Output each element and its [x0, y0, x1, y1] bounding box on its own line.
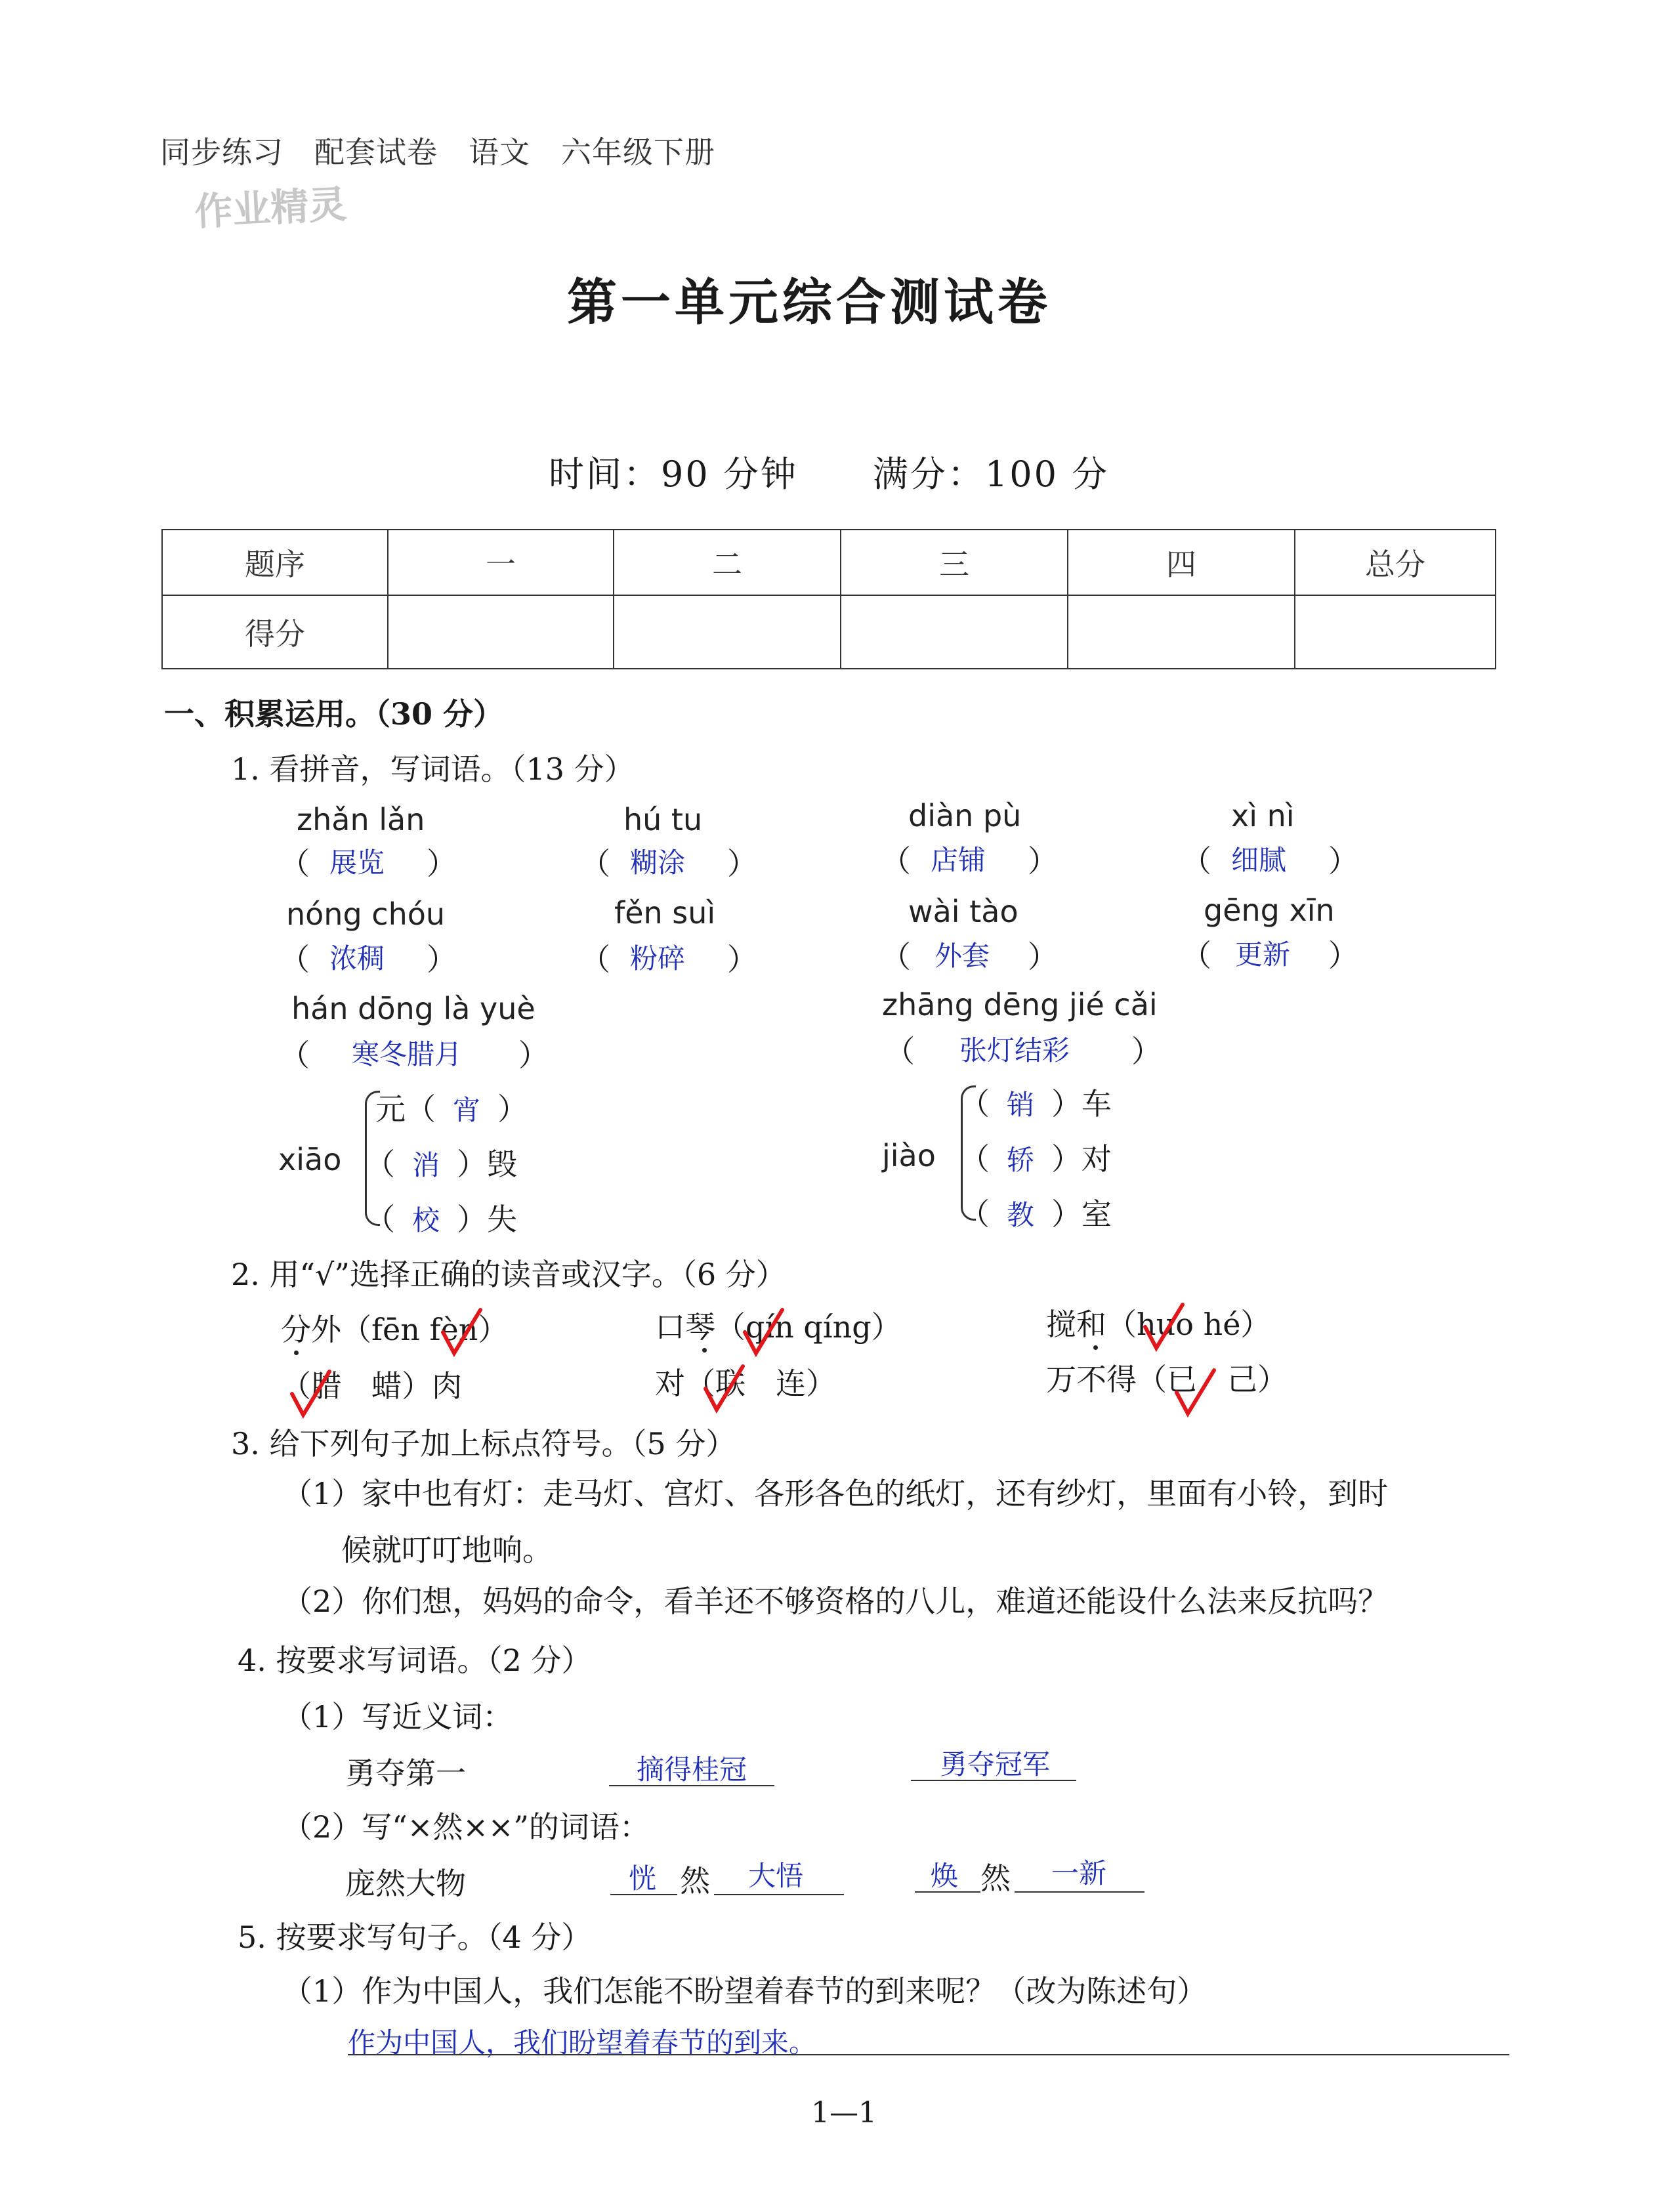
answer-line [348, 2054, 1509, 2055]
score-cell-4: 四 [1068, 530, 1295, 595]
watermark: 作业精灵 [193, 181, 348, 235]
q4-ran-2: 然 [980, 1860, 1011, 1896]
q1-pinyin-1: zhǎn lǎn [297, 802, 425, 837]
q5-title: 5. 按要求写句子。（4 分） [238, 1920, 592, 1955]
q4-answer-3a: 恍 [629, 1862, 657, 1895]
jiao-line-3-pre: （ [959, 1196, 990, 1232]
q2-title: 2. 用“√”选择正确的读音或汉字。（6 分） [231, 1257, 786, 1292]
xiao-answer-2: 消 [412, 1149, 440, 1181]
q1-paren-open-8: （ [1181, 938, 1211, 973]
q1-paren-close-1: ） [427, 846, 457, 881]
q1-answer-7: 外套 [934, 940, 990, 972]
q4-part-1-label: （1）写近义词： [282, 1699, 513, 1734]
score-input-1[interactable] [388, 595, 614, 669]
xiao-line-1 [375, 1085, 528, 1129]
answer-line [1015, 1891, 1144, 1893]
q2-item-4: （腊 蜡）肉 [281, 1368, 462, 1404]
q2-item-2: 口琴（qín qíng） [655, 1309, 902, 1345]
q1-pinyin-6: fěn suì [614, 895, 716, 931]
q1-paren-open-3: （ [881, 843, 911, 879]
q1-paren-close-10: ） [1131, 1034, 1162, 1069]
score-input-4[interactable] [1068, 595, 1295, 669]
xiao-line-2 [365, 1141, 517, 1184]
answer-line [911, 1780, 1076, 1781]
q1-answer-6: 粉碎 [630, 942, 686, 975]
q1-paren-close-8: ） [1328, 938, 1358, 973]
answer-line [915, 1891, 980, 1893]
xiao-line-3-pre: （ [365, 1202, 395, 1237]
checkmark-icon [1173, 1366, 1219, 1419]
q3-sentence-1-line-2: 候就叮叮地响。 [341, 1532, 553, 1568]
answer-line [609, 1785, 774, 1786]
score-table-score-row [162, 595, 1496, 669]
q4-answer-4b: 一新 [1051, 1857, 1107, 1889]
q3-sentence-1-line-1: （1）家中也有灯：走马灯、宫灯、各形各色的纸灯，还有纱灯，里面有小铃，到时 [282, 1476, 1389, 1511]
q1-paren-open-1: （ [280, 846, 310, 881]
checkmark-icon [742, 1306, 788, 1358]
q4-answer-1: 摘得桂冠 [637, 1754, 747, 1786]
xiao-line-2-pre: （ [365, 1146, 395, 1182]
book-header: 同步练习 配套试卷 语文 六年级下册 [160, 135, 715, 170]
jiao-pinyin: jiào [882, 1138, 936, 1173]
q1-answer-8: 更新 [1235, 938, 1291, 971]
q1-paren-open-4: （ [1181, 843, 1211, 879]
q1-pinyin-2: hú tu [623, 802, 703, 837]
jiao-line-2-pre: （ [959, 1141, 990, 1177]
q4-part-1-word: 勇夺第一 [345, 1755, 466, 1791]
xiao-line-1-pre: 元（ [375, 1091, 436, 1127]
score-table-header-row [162, 530, 1496, 595]
q3-title: 3. 给下列句子加上标点符号。（5 分） [231, 1426, 736, 1461]
score-input-2[interactable] [614, 595, 841, 669]
q1-pinyin-9: hán dōng là yuè [291, 991, 536, 1026]
score-cell-2: 二 [614, 530, 841, 595]
q4-part-2-word: 庞然大物 [345, 1866, 466, 1901]
q1-paren-close-6: ） [727, 942, 757, 977]
jiao-answer-2: 轿 [1007, 1144, 1035, 1176]
q1-paren-close-7: ） [1028, 939, 1058, 975]
score-table [161, 529, 1496, 669]
score-cell-label: 题序 [162, 530, 388, 595]
jiao-answer-1: 销 [1007, 1089, 1035, 1121]
q1-paren-open-6: （ [580, 942, 610, 977]
q1-pinyin-3: diàn pù [908, 798, 1022, 833]
score-row-label: 得分 [162, 595, 388, 669]
q5-answer-1: 作为中国人，我们盼望着春节的到来。 [348, 2026, 817, 2059]
q1-paren-open-7: （ [881, 939, 911, 975]
q1-pinyin-10: zhāng dēng jié cǎi [882, 987, 1158, 1022]
q5-part-1: （1）作为中国人，我们怎能不盼望着春节的到来呢？（改为陈述句） [282, 1973, 1208, 2009]
q4-answer-4a: 焕 [931, 1860, 959, 1892]
q1-pinyin-4: xì nì [1231, 798, 1295, 833]
q1-title: 1. 看拼音，写词语。（13 分） [231, 751, 635, 787]
q1-answer-4: 细腻 [1231, 844, 1287, 876]
emphasis-dot [702, 1348, 707, 1353]
q1-paren-close-2: ） [727, 846, 757, 881]
xiao-line-3 [365, 1196, 517, 1239]
answer-line [610, 1894, 677, 1895]
q1-paren-close-3: ） [1028, 843, 1058, 879]
jiao-line-2-post: ）对 [1051, 1141, 1112, 1177]
jiao-line-1-post: ）车 [1051, 1086, 1112, 1122]
jiao-line-1-pre: （ [959, 1086, 990, 1122]
jiao-answer-3: 教 [1007, 1199, 1035, 1231]
q4-part-2-label: （2）写“×然××”的词语： [282, 1809, 650, 1845]
xiao-line-3-post: ）失 [457, 1202, 518, 1237]
q4-answer-3b: 大悟 [748, 1860, 804, 1892]
section-1-title: 一、积累运用。（30 分） [164, 696, 504, 732]
q1-answer-9: 寒冬腊月 [352, 1038, 463, 1070]
q1-pinyin-8: gēng xīn [1204, 892, 1335, 928]
checkmark-icon [702, 1362, 748, 1415]
q1-paren-close-9: ） [518, 1038, 549, 1073]
score-input-total[interactable] [1295, 595, 1496, 669]
checkmark-icon [1142, 1301, 1188, 1353]
q1-answer-3: 店铺 [931, 844, 986, 876]
xiao-line-2-post: ）毁 [457, 1146, 518, 1182]
page-number: 1—1 [811, 2096, 877, 2130]
q1-paren-close-5: ） [427, 942, 457, 977]
xiao-pinyin: xiāo [278, 1142, 342, 1177]
q1-paren-open-10: （ [885, 1034, 915, 1069]
xiao-answer-1: 宵 [453, 1094, 481, 1126]
q1-paren-open-2: （ [580, 846, 610, 881]
q1-paren-open-9: （ [280, 1038, 310, 1073]
page-title: 第一单元综合测试卷 [567, 273, 1051, 331]
q2-item-6: 万不得（已 己） [1046, 1362, 1288, 1397]
answer-line [714, 1894, 844, 1895]
q1-answer-5: 浓稠 [329, 942, 385, 975]
jiao-line-3-post: ）室 [1051, 1196, 1112, 1232]
checkmark-icon [440, 1306, 486, 1358]
checkmark-icon [289, 1368, 335, 1420]
jiao-line-1 [959, 1080, 1112, 1124]
q2-item-1: 分外（fēn fèn） [281, 1312, 509, 1347]
score-cell-3: 三 [841, 530, 1068, 595]
q1-pinyin-5: nóng chóu [286, 896, 446, 932]
q1-answer-2: 糊涂 [630, 847, 686, 879]
time-score-info: 时间：90 分钟 满分：100 分 [549, 453, 1110, 495]
score-input-3[interactable] [841, 595, 1068, 669]
q1-answer-1: 展览 [329, 847, 385, 879]
emphasis-dot [1093, 1345, 1098, 1350]
xiao-answer-3: 校 [412, 1204, 440, 1236]
q1-pinyin-7: wài tào [908, 894, 1018, 929]
jiao-line-3 [959, 1190, 1112, 1234]
q4-title: 4. 按要求写词语。（2 分） [238, 1643, 592, 1678]
q4-answer-2: 勇夺冠军 [940, 1748, 1051, 1780]
q3-sentence-2: （2）你们想，妈妈的命令，看羊还不够资格的八儿，难道还能设什么法来反抗吗？ [282, 1584, 1389, 1619]
q2-item-3: 搅和（huo hé） [1046, 1307, 1271, 1342]
emphasis-dot [294, 1351, 299, 1355]
score-cell-1: 一 [388, 530, 614, 595]
xiao-line-1-post: ） [497, 1091, 528, 1127]
q1-answer-10: 张灯结彩 [959, 1034, 1070, 1066]
q2-item-5: 对（联 连） [655, 1366, 836, 1401]
q1-paren-close-4: ） [1328, 843, 1358, 879]
score-cell-total: 总分 [1295, 530, 1496, 595]
jiao-line-2 [959, 1135, 1112, 1179]
q4-ran-1: 然 [680, 1863, 710, 1899]
q1-paren-open-5: （ [280, 942, 310, 977]
